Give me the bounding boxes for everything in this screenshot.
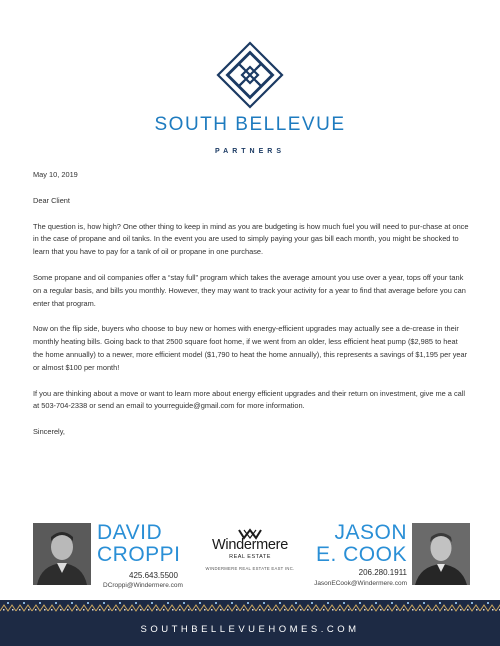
agent-left-name: [97, 522, 181, 566]
letter-paragraph-4: If you are thinking about a move or want to learn more about energy efficient upgrades and their return on investment, give me a call at 503-704-2338 or send an email to yourreguide@gmail.com for more information.: [33, 388, 466, 411]
windermere-office: WINDERMERE REAL ESTATE EAST INC.: [205, 566, 295, 571]
agent-right-name: [316, 522, 407, 566]
letter-paragraph-2: Some propane and oil companies offer a “stay full” program which takes the average amount you use over a year, tops off your tank on a regular basis, and bills you monthly. However, they may want to track your activity for a year to find that average before you can enter that program.: [33, 272, 466, 308]
agent-left-photo: [33, 523, 91, 585]
agent-right-phone: 206.280.1911: [358, 568, 407, 577]
letter-paragraph-3: Now on the flip side, buyers who choose to buy new or homes with energy-efficient upgrades may actually see a de-crease in their monthly heating bills. Going back to that 2500 square foot home, if we went from an older, less efficient heat pump ($2,985 to heat the home annually) to a newer, more efficient model ($1,790 to heat the home annually), this represents a savings of $1,195 per year or almost $100 per month!: [33, 324, 468, 372]
agent-left-email[interactable]: DCroppi@Windermere.com: [103, 582, 183, 589]
agent-left-last-name: CROPPI: [97, 543, 181, 566]
letter-paragraph-1: The question is, how high? One other thing to keep in mind as you are budgeting is how much fuel you will need to pur-chase at once in the case of propane and oil tanks. In the event you are used to simply paying your gas bill each month, you might be shocked to learn that you have to pay for a tank of oil or propane in one purchase.: [33, 221, 469, 257]
footer-pattern-icon: [0, 601, 500, 613]
agent-right-first-name: JASON: [334, 521, 407, 544]
windermere-subtitle: REAL ESTATE: [229, 554, 271, 560]
agent-left-first-name: DAVID: [97, 521, 163, 544]
agent-right-email[interactable]: JasonECook@Windermere.com: [314, 580, 407, 587]
windermere-name: Windermere: [212, 537, 288, 553]
agent-left-phone: 425.643.5500: [129, 571, 178, 580]
brand-subtitle: PARTNERS: [215, 148, 285, 155]
brand-name: SOUTH BELLEVUE: [154, 114, 346, 135]
agent-portrait-icon: [33, 523, 91, 585]
footer-website-link[interactable]: SOUTHBELLEVUEHOMES.COM: [140, 624, 360, 635]
letter-date: May 10, 2019: [33, 170, 78, 179]
letter-closing: Sincerely,: [33, 427, 65, 437]
diamond-knot-logo-icon: [215, 40, 285, 110]
letter-body: [33, 169, 469, 452]
agent-right-last-name: E. COOK: [315, 543, 407, 566]
agent-right-photo: [412, 523, 470, 585]
agent-portrait-icon: [412, 523, 470, 585]
letter-greeting: Dear Client: [33, 195, 70, 205]
